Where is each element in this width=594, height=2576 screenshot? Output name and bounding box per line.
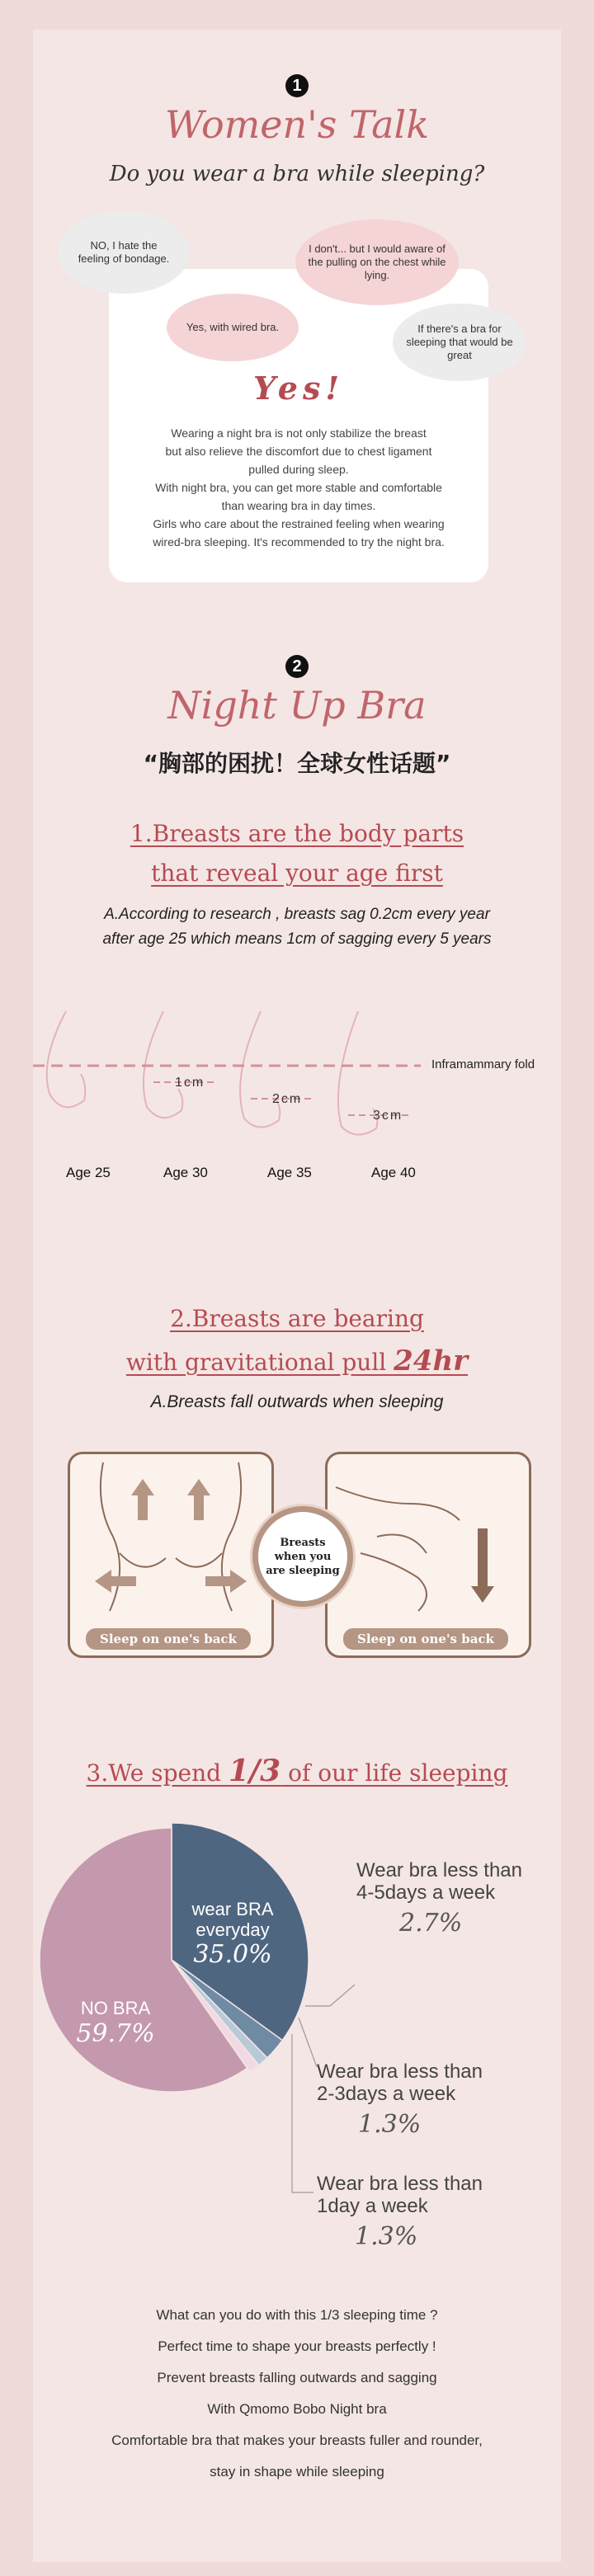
inframammary-label: Inframammary fold — [431, 1057, 535, 1071]
breast-outline-age25 — [47, 1011, 86, 1107]
side-profile-illustration — [328, 1454, 529, 1619]
section-title-womens-talk: Women's Talk — [164, 102, 430, 147]
arrow-right-icon — [205, 1570, 247, 1593]
bubble-dont-text: I don't... but I would aware of the pulling on the chest while lying. — [308, 242, 446, 282]
back-sleep-panel-right — [325, 1452, 531, 1658]
sleeping-center-circle — [252, 1506, 353, 1607]
pie-label-4-5days-pct: 2.7% — [399, 1909, 463, 1938]
section-badge-1: 1 — [285, 74, 309, 97]
bubble-great-text: If there's a bra for sleeping that would be great — [406, 322, 513, 362]
pie-label-no-bra-pct: 59.7% — [76, 2019, 155, 2048]
point1-text-line2: after age 25 which means 1cm of sagging every 5 years — [102, 930, 492, 948]
point3-heading-suffix: of our life sleeping — [280, 1759, 508, 1787]
pie-label-4-5days-line1: Wear bra less than — [356, 1859, 522, 1881]
age-label-25: Age 25 — [66, 1165, 111, 1180]
measure-1cm: 1cm — [175, 1076, 205, 1090]
paragraph-line: but also relieve the discomfort due to chest ligament — [165, 445, 432, 458]
closing-text — [33, 2300, 561, 2488]
pie-label-1day-line2: 1day a week — [317, 2195, 428, 2217]
age-label-30: Age 30 — [163, 1165, 208, 1180]
pie-label-everyday-text: wear BRA everyday — [191, 1899, 274, 1940]
left-sleep-pill: Sleep on one's back — [86, 1628, 251, 1650]
pie-label-2-3days-line2: 2-3days a week — [317, 2083, 456, 2105]
arrow-left-icon — [95, 1570, 136, 1593]
right-sleep-pill: Sleep on one's back — [343, 1628, 508, 1650]
pie-label-no-bra-text: NO BRA — [80, 1998, 151, 2018]
question-subtitle: Do you wear a bra while sleeping? — [109, 162, 485, 186]
point1-heading-line2: that reveal your age first — [151, 859, 443, 887]
breasts-outward-illustration — [70, 1454, 271, 1619]
pie-label-everyday — [185, 1899, 280, 1969]
pie-label-no-bra — [63, 1998, 168, 2048]
pie-label-2-3days — [317, 2060, 548, 2139]
point2-text: A.Breasts fall outwards when sleeping — [150, 1392, 444, 1411]
age-label-40: Age 40 — [371, 1165, 416, 1180]
closing-line: stay in shape while sleeping — [210, 2464, 384, 2479]
content-card — [33, 30, 561, 2562]
leader-line-1day — [292, 2034, 314, 2192]
breast-outline-age35 — [240, 1011, 280, 1128]
paragraph-line: Girls who care about the restrained feeling when wearing — [153, 517, 445, 530]
paragraph-line: With night bra, you can get more stable and comfortable — [155, 481, 442, 494]
point2-heading-line2 — [33, 1345, 561, 1377]
bubble-yes — [167, 294, 299, 361]
point2-heading-line1: 2.Breasts are bearing — [170, 1305, 424, 1332]
leader-line-4-5days — [305, 1985, 355, 2006]
closing-line: Comfortable bra that makes your breasts fuller and rounder, — [111, 2432, 483, 2448]
bubble-no-text: NO, I hate the feeling of bondage. — [78, 238, 170, 265]
paragraph-line: than wearing bra in day times. — [221, 499, 376, 512]
bubble-yes-text: Yes, with wired bra. — [186, 320, 280, 333]
point3-heading — [33, 1754, 561, 1788]
bubble-dont — [295, 219, 459, 305]
point1-text-line1: A.According to research , breasts sag 0.2cm every year — [104, 906, 490, 923]
pie-label-everyday-pct: 35.0% — [193, 1940, 272, 1969]
closing-line: With Qmomo Bobo Night bra — [207, 2401, 387, 2417]
breast-age-diagram — [33, 1003, 561, 1151]
pie-label-2-3days-line1: Wear bra less than — [317, 2060, 483, 2083]
arrow-up-icon — [187, 1479, 210, 1520]
closing-line: Prevent breasts falling outwards and sagging — [157, 2370, 437, 2385]
point1-heading-line1: 1.Breasts are the body parts — [130, 820, 464, 847]
leader-line-2-3days — [299, 2018, 317, 2067]
section-badge-2: 2 — [285, 655, 309, 678]
breast-outline-age40 — [338, 1011, 377, 1135]
sleeping-circle-text: Breasts when you are sleeping — [266, 1536, 340, 1577]
paragraph-line: pulled during sleep. — [248, 463, 349, 476]
section-title-night-up-bra: Night Up Bra — [167, 683, 427, 728]
point3-heading-emph: 1/3 — [228, 1754, 281, 1788]
pie-label-1day-line1: Wear bra less than — [317, 2173, 483, 2195]
arrow-down-icon — [471, 1528, 494, 1603]
closing-line: Perfect time to shape your breasts perfectly ! — [158, 2338, 436, 2354]
point3-heading-prefix: 3.We spend — [86, 1759, 229, 1787]
pie-label-4-5days — [356, 1859, 559, 1938]
measure-2cm: 2cm — [272, 1092, 303, 1106]
pie-label-1day — [317, 2173, 548, 2251]
paragraph-line: wired-bra sleeping. It's recommended to try the night bra. — [153, 535, 445, 549]
bubble-no — [58, 211, 190, 294]
closing-line: What can you do with this 1/3 sleeping time ? — [156, 2307, 438, 2323]
point2-heading-prefix: with gravitational pull — [125, 1349, 394, 1376]
chinese-subtitle: “胸部的困扰！全球女性话题” — [143, 750, 451, 777]
measure-3cm: 3cm — [373, 1109, 403, 1123]
yes-paragraph — [125, 424, 472, 551]
paragraph-line: Wearing a night bra is not only stabilize the breast — [171, 426, 427, 440]
age-label-35: Age 35 — [267, 1165, 312, 1180]
pie-label-4-5days-line2: 4-5days a week — [356, 1881, 496, 1904]
point2-heading-emph: 24hr — [394, 1345, 469, 1377]
back-sleep-panel-left — [68, 1452, 274, 1658]
arrow-up-icon — [131, 1479, 154, 1520]
pie-label-1day-pct: 1.3% — [355, 2222, 418, 2251]
pie-label-2-3days-pct: 1.3% — [358, 2110, 422, 2139]
yes-title: Yes! — [252, 370, 345, 407]
